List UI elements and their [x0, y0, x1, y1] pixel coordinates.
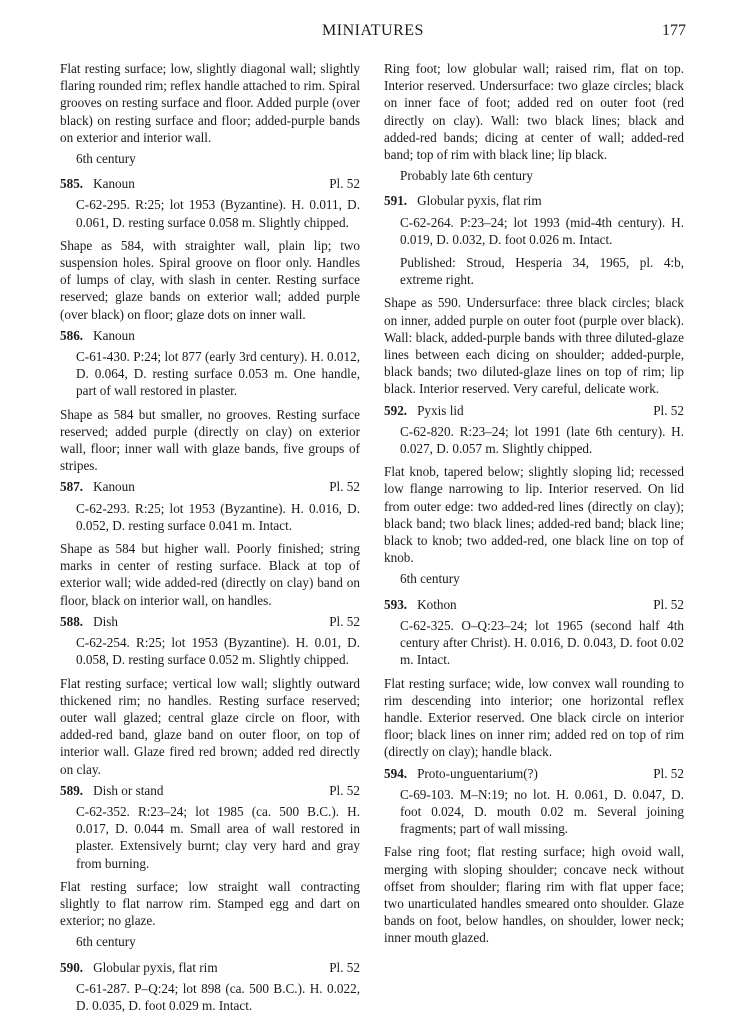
catalog-data: C-61-430. P:24; lot 877 (early 3rd century). H. 0.012, D. 0.064, D. resting surface 0.053 m. One handle, part of wall restored in plaster.: [76, 349, 360, 399]
entry-description: Shape as 584 but higher wall. Poorly finished; string marks in center of resting surface. Black at top of exterior wall; wide added-red (directly on clay) band on floor, black on interior wall, on handles.: [60, 541, 360, 608]
catalog-data: C-62-352. R:23–24; lot 1985 (ca. 500 B.C.). H. 0.017, D. 0.044 m. Small area of wall restored in plaster. Extensively burnt; clay very hard and gray from burning.: [76, 803, 360, 871]
entry-description: False ring foot; flat resting surface; high ovoid wall, merging with sloping shoulder; concave neck without offset from shoulder; flaring rim with flat upper face; two unarticulated handles smeared onto shoulder. Glaze bands on foot, below handles, on shoulder, lower neck; inner mouth glazed.: [384, 844, 684, 946]
right-column: [384, 60, 684, 951]
entry-heading-590: [60, 959, 360, 976]
entry-number: 588.: [60, 613, 84, 629]
publication-reference: Published: Stroud, Hesperia 34, 1965, pl. 4:b, extreme right.: [400, 255, 684, 288]
page-number: 177: [662, 22, 686, 39]
catalog-data: C-62-264. P:23–24; lot 1993 (mid-4th century). H. 0.019, D. 0.032, D. foot 0.026 m. Intact.: [400, 214, 684, 247]
catalog-data: C-69-103. M–N:19; no lot. H. 0.061, D. 0.047, D. foot 0.024, D. mouth 0.02 m. Several joining fragments; part of wall missing.: [400, 786, 684, 837]
entry-heading-586: [60, 327, 360, 344]
entry-number: 591.: [384, 193, 408, 209]
entry-description: Ring foot; low globular wall; raised rim, flat on top. Interior reserved. Undersurface: two glaze circles; black on inner face of foot; added red on outer foot (red directly on clay). Wall: two black lines; black and added-red bands; dicing at center of wall; added-red band; top of rim with black line; lip black.: [384, 61, 684, 163]
entry-title: Kanoun: [93, 327, 135, 343]
entry-heading-593: [384, 596, 684, 613]
entry-number: 594.: [384, 765, 408, 781]
entry-number: 585.: [60, 176, 84, 192]
entry-date: Probably late 6th century: [400, 168, 533, 184]
entry-title: Dish or stand: [93, 782, 164, 798]
entry-description: Flat resting surface; wide, low convex wall rounding to rim descending into interior; one horizontal reflex handle. Exterior reserved. One black circle on interior floor; black lines on inner rim; added red on top of rim (directly on clay); handle black.: [384, 675, 684, 760]
entry-date: 6th century: [76, 151, 136, 167]
plate-ref: Pl. 52: [653, 596, 684, 612]
entry-number: 590.: [60, 959, 84, 975]
entry-number: 587.: [60, 479, 84, 495]
entry-description: Shape as 590. Undersurface: three black circles; black on inner, added purple on outer foot (purple over black). Wall: black, added-purple bands with three diluted-glaze lines between each dicing on shoulder; added-purple, black bands; two diluted-glaze lines on top of rim; lip black. Interior reserved. Very careful, delicate work.: [384, 295, 684, 397]
entry-number: 586.: [60, 327, 84, 343]
catalog-data: C-62-254. R:25; lot 1953 (Byzantine). H. 0.01, D. 0.058, D. resting surface 0.052 m. Slightly chipped.: [76, 635, 360, 668]
left-column: [60, 60, 360, 1020]
page-header: [60, 22, 686, 44]
catalog-data: C-62-325. O–Q:23–24; lot 1965 (second half 4th century after Christ). H. 0.016, D. 0.043, D. foot 0.02 m. Intact.: [400, 617, 684, 668]
entry-title: Kanoun: [93, 176, 135, 192]
entry-title: Kothon: [417, 596, 457, 612]
plate-ref: Pl. 52: [653, 765, 684, 781]
entry-date: 6th century: [76, 934, 136, 950]
plate-ref: Pl. 52: [329, 959, 360, 975]
entry-description: Shape as 584 but smaller, no grooves. Resting surface reserved; added purple (directly on clay) on exterior wall, floor; inner wall with glaze bands, five groups of stripes.: [60, 406, 360, 474]
entry-number: 592.: [384, 402, 408, 418]
entry-description: Flat resting surface; vertical low wall; slightly outward thickened rim; no handles. Resting surface reserved; outer wall glazed; central glaze circle on floor, with added-red band, glaze band on outer floor, on top of interior wall. Glaze fired red brown; added red directly on clay.: [60, 675, 360, 777]
entry-title: Pyxis lid: [417, 402, 464, 418]
entry-heading-589: [60, 782, 360, 799]
entry-title: Dish: [93, 613, 118, 629]
entry-heading-585: [60, 175, 360, 192]
entry-number: 593.: [384, 596, 408, 612]
entry-heading-592: [384, 402, 684, 419]
catalog-data: C-61-287. P–Q:24; lot 898 (ca. 500 B.C.). H. 0.022, D. 0.035, D. foot 0.029 m. Intact.: [76, 980, 360, 1013]
entry-number: 589.: [60, 782, 84, 798]
running-head: MINIATURES: [322, 22, 424, 39]
catalog-data: C-62-295. R:25; lot 1953 (Byzantine). H. 0.011, D. 0.061, D. resting surface 0.058 m. Slightly chipped.: [76, 197, 360, 230]
plate-ref: Pl. 52: [653, 402, 684, 418]
entry-heading-591: [384, 192, 684, 209]
entry-heading-594: [384, 765, 684, 782]
entry-description: Flat knob, tapered below; slightly sloping lid; recessed low flange narrowing to lip. Interior reserved. On lid from outer edge: two added-red lines (directly on clay); black band; two black lines; added-red band; black line; black to knob; two added-red, one black line on top of knob.: [384, 464, 684, 566]
entry-description: Shape as 584, with straighter wall, plain lip; two suspension holes. Spiral groove on floor only. Handles of lumps of clay, with slash in center. Resting surface reserved; glaze bands on exterior wall; added purple (over black) on floor; glaze dots on inner wall.: [60, 237, 360, 322]
plate-ref: Pl. 52: [329, 613, 360, 629]
entry-description: Flat resting surface; low, slightly diagonal wall; slightly flaring rounded rim; reflex handle attached to rim. Spiral grooves on resting surface and floor. Added purple (over black) on resting surface and floor; added-purple bands on exterior and interior wall.: [60, 61, 360, 145]
catalog-data: C-62-820. R:23–24; lot 1991 (late 6th century). H. 0.027, D. 0.057 m. Slightly chipped.: [400, 423, 684, 457]
plate-ref: Pl. 52: [329, 479, 360, 495]
plate-ref: Pl. 52: [329, 176, 360, 192]
entry-title: Globular pyxis, flat rim: [93, 959, 218, 975]
entry-heading-587: [60, 478, 360, 495]
entry-description: Flat resting surface; low straight wall contracting slightly to flat narrow rim. Stamped egg and dart on exterior; no glaze.: [60, 878, 360, 929]
entry-title: Kanoun: [93, 479, 135, 495]
entry-heading-588: [60, 613, 360, 630]
entry-title: Globular pyxis, flat rim: [417, 193, 542, 209]
catalog-data: C-62-293. R:25; lot 1953 (Byzantine). H. 0.016, D. 0.052, D. resting surface 0.041 m. Intact.: [76, 500, 360, 533]
entry-date: 6th century: [400, 571, 460, 587]
plate-ref: Pl. 52: [329, 782, 360, 798]
entry-title: Proto-unguentarium(?): [417, 765, 538, 781]
